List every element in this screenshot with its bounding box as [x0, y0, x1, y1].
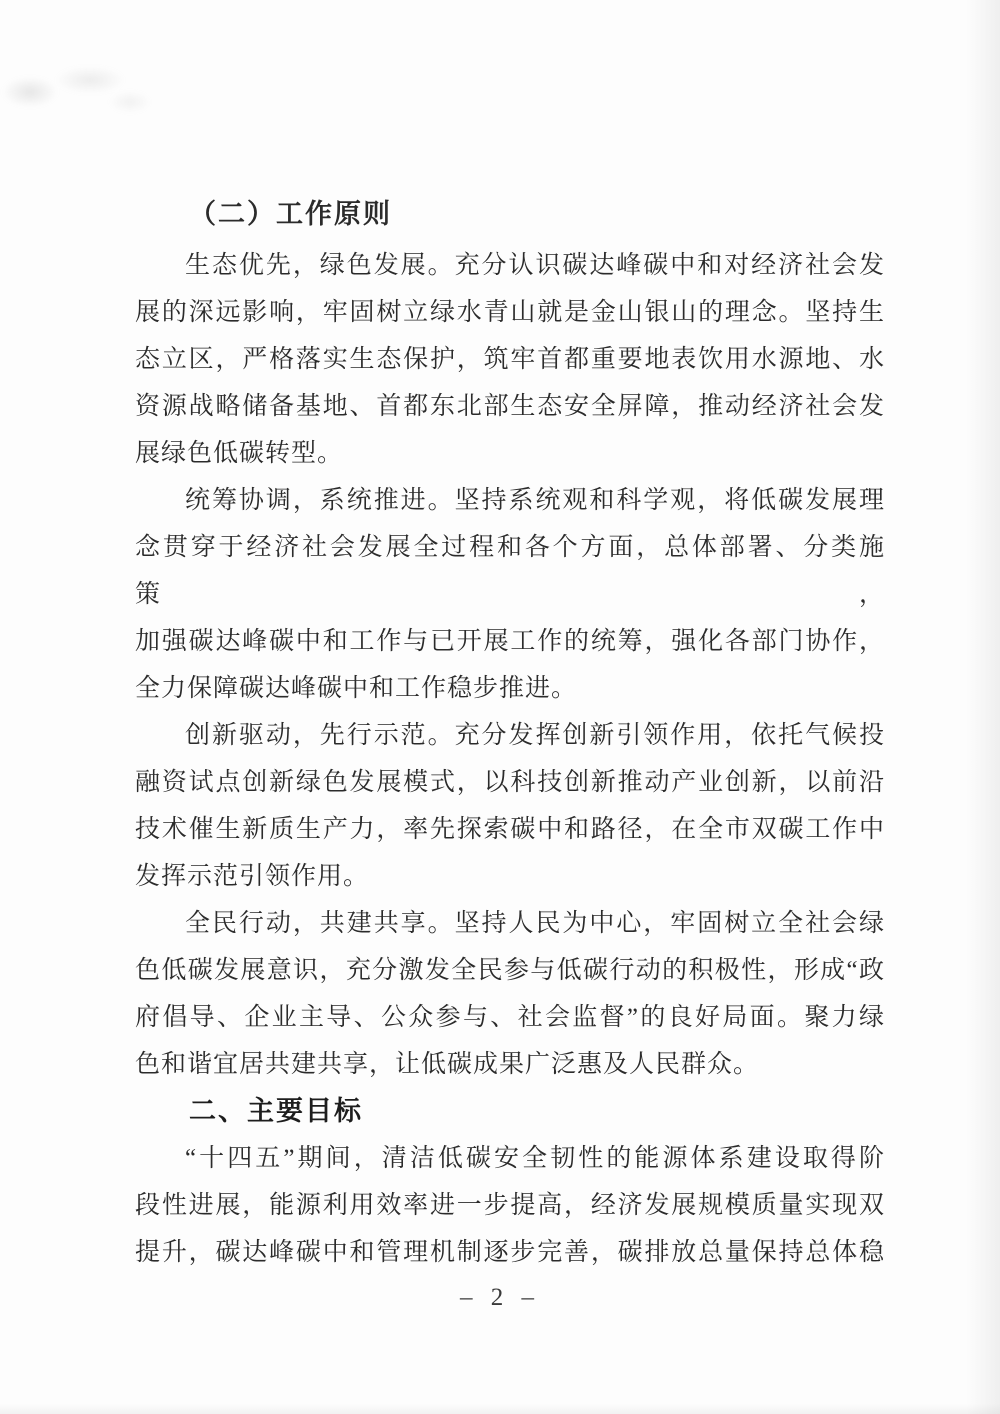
paragraph-line: 统筹协调，系统推进。坚持系统观和科学观，将低碳发展理	[185, 487, 885, 514]
paragraph-line: 全民行动，共建共享。坚持人民为中心，牢固树立全社会绿	[185, 910, 885, 937]
page-number: – 2 –	[460, 1284, 540, 1311]
paragraph-line: 融资试点创新绿色发展模式，以科技创新推动产业创新，以前沿	[135, 769, 885, 796]
paragraph-line: 色低碳发展意识，充分激发全民参与低碳行动的积极性，形成“政	[135, 957, 885, 984]
paragraph-public-action	[135, 900, 885, 1088]
paragraph-line: 创新驱动，先行示范。充分发挥创新引领作用，依托气候投	[185, 722, 885, 749]
paragraph-line: 色和谐宜居共建共享，让低碳成果广泛惠及人民群众。	[135, 1051, 760, 1078]
paragraph-line: 提升，碳达峰碳中和管理机制逐步完善，碳排放总量保持总体稳	[135, 1239, 885, 1266]
paragraph-line: 技术催生新质生产力，率先探索碳中和路径，在全市双碳工作中	[135, 816, 885, 843]
section-heading-work-principles: （二）工作原则	[189, 199, 392, 229]
paragraph-line: 全力保障碳达峰碳中和工作稳步推进。	[135, 675, 578, 702]
paragraph-line: 态立区，严格落实生态保护，筑牢首都重要地表饮用水源地、水	[135, 346, 885, 373]
document-body	[135, 186, 885, 1276]
paragraph-coordination	[135, 477, 885, 712]
paragraph-line: 加强碳达峰碳中和工作与已开展工作的统筹，强化各部门协作，	[135, 628, 885, 655]
paragraph-innovation	[135, 712, 885, 900]
paragraph-line: 展绿色低碳转型。	[135, 440, 344, 467]
paragraph-goals	[135, 1135, 885, 1276]
scan-smudge	[0, 52, 150, 122]
paragraph-ecology-first	[135, 242, 885, 477]
paragraph-line: 段性进展，能源利用效率进一步提高，经济发展规模质量实现双	[135, 1192, 885, 1219]
paragraph-line: “十四五”期间，清洁低碳安全韧性的能源体系建设取得阶	[185, 1145, 885, 1172]
paragraph-line: 展的深远影响，牢固树立绿水青山就是金山银山的理念。坚持生	[135, 299, 885, 326]
paragraph-line: 发挥示范引领作用。	[135, 863, 370, 890]
section-heading-main-goals: 二、主要目标	[189, 1096, 363, 1126]
paragraph-line: 念贯穿于经济社会发展全过程和各个方面，总体部署、分类施策，	[135, 534, 885, 608]
paragraph-line: 资源战略储备基地、首都东北部生态安全屏障，推动经济社会发	[135, 393, 885, 420]
paragraph-line: 生态优先，绿色发展。充分认识碳达峰碳中和对经济社会发	[185, 252, 885, 279]
scan-edge-shadow-right	[966, 0, 1000, 1414]
scan-edge-shadow-bottom	[0, 1404, 1000, 1414]
paragraph-line: 府倡导、企业主导、公众参与、社会监督”的良好局面。聚力绿	[135, 1004, 885, 1031]
